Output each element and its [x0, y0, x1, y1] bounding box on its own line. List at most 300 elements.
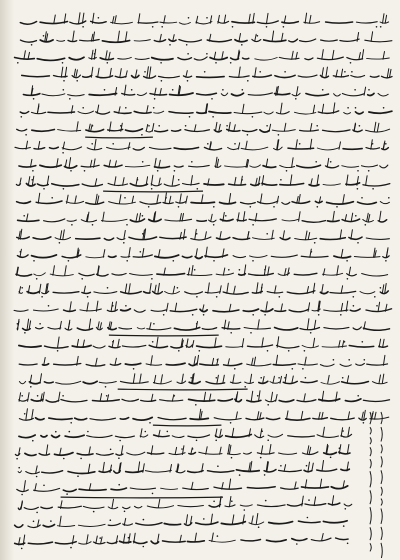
letter-ascender [371, 140, 373, 150]
word-stroke [220, 219, 233, 221]
letter-ascender [387, 69, 389, 78]
letter-ascender [366, 176, 368, 186]
letter-ascender [305, 357, 307, 365]
letter-ascender [258, 320, 260, 330]
word-stroke [342, 94, 364, 96]
letter-ascender [195, 229, 197, 239]
word-stroke [14, 310, 28, 311]
word-stroke [68, 95, 84, 96]
letter-dot [178, 179, 180, 181]
word-stroke [166, 363, 185, 365]
text-line [17, 479, 348, 495]
letter-dot [264, 474, 266, 476]
letter-dot [41, 296, 43, 298]
word-stroke [99, 470, 111, 472]
letter-ascender [164, 16, 166, 24]
word-stroke [89, 94, 116, 96]
word-stroke [279, 400, 294, 402]
word-stroke [340, 39, 359, 41]
letter-dot [125, 305, 127, 307]
word-stroke [161, 488, 178, 489]
letter-ascender [155, 285, 157, 293]
letter-dot [63, 458, 65, 460]
letter-ascender [28, 393, 30, 402]
letter-ascender [348, 427, 350, 436]
letter-dot [169, 44, 171, 46]
word-stroke [363, 328, 389, 330]
word-stroke [204, 184, 224, 185]
word-stroke [62, 147, 81, 150]
letter-ascender [133, 374, 135, 384]
letter-ascender [317, 175, 319, 185]
letter-ascender [314, 320, 316, 329]
word-stroke [154, 435, 170, 437]
letter-dot [252, 116, 254, 118]
word-stroke [321, 382, 340, 385]
letter-dot [196, 440, 198, 442]
margin-word-stroke [370, 507, 371, 524]
word-stroke [133, 417, 152, 420]
word-stroke [147, 328, 171, 330]
letter-dot [178, 206, 180, 208]
letter-ascender [182, 214, 184, 222]
letter-dot [62, 152, 64, 154]
letter-dot [347, 107, 349, 109]
word-stroke [133, 148, 144, 151]
word-stroke [120, 418, 128, 420]
letter-ascender [234, 177, 236, 185]
letter-dot [149, 422, 151, 424]
word-stroke [292, 539, 307, 541]
word-stroke [144, 292, 150, 293]
letter-ascender [169, 196, 171, 203]
letter-ascender [114, 177, 116, 186]
letter-dot [112, 143, 114, 145]
letter-ascender [304, 394, 306, 402]
word-stroke [146, 364, 162, 365]
letter-dot [264, 314, 266, 316]
word-stroke [248, 93, 272, 95]
letter-ascender [341, 303, 343, 311]
word-stroke [194, 57, 207, 60]
word-stroke [202, 328, 216, 330]
underline-stroke [103, 191, 203, 192]
letter-ascender [249, 14, 251, 23]
word-stroke [270, 382, 281, 384]
letter-dot [318, 314, 320, 316]
letter-ascender [320, 479, 322, 488]
letter-ascender [63, 230, 65, 239]
word-stroke [134, 310, 145, 312]
letter-ascender [115, 358, 117, 365]
letter-ascender [139, 213, 141, 221]
word-stroke [127, 452, 145, 455]
letter-ascender [172, 176, 174, 186]
letter-ascender [239, 34, 241, 42]
word-stroke [137, 328, 144, 329]
word-stroke [250, 255, 267, 257]
word-stroke [67, 220, 76, 221]
letter-ascender [132, 196, 134, 203]
letter-dot [280, 179, 282, 181]
letter-ascender [337, 266, 339, 276]
word-stroke [149, 147, 171, 149]
word-stroke [185, 130, 210, 132]
letter-dot [343, 525, 345, 527]
word-stroke [183, 488, 209, 490]
word-stroke [378, 93, 388, 96]
letter-dot [62, 395, 64, 397]
letter-ascender [219, 124, 221, 131]
word-stroke [80, 309, 102, 311]
word-stroke [347, 58, 363, 60]
letter-ascender [152, 124, 154, 132]
letter-dot [242, 89, 244, 91]
letter-dot [187, 80, 189, 82]
word-stroke [279, 453, 297, 454]
letter-ascender [40, 374, 42, 384]
letter-dot [24, 413, 26, 415]
letter-ascender [65, 160, 67, 167]
word-stroke [248, 345, 273, 347]
text-line [15, 533, 349, 549]
letter-ascender [175, 447, 177, 454]
letter-ascender [192, 341, 194, 348]
word-stroke [126, 129, 143, 131]
word-stroke [32, 255, 57, 258]
letter-dot [51, 197, 53, 199]
letter-ascender [252, 358, 254, 365]
word-stroke [334, 94, 341, 96]
word-stroke [81, 220, 96, 222]
word-stroke [289, 309, 309, 312]
word-stroke [281, 488, 299, 489]
letter-ascender [58, 337, 60, 347]
word-stroke [196, 522, 218, 524]
letter-dot [21, 116, 23, 118]
letter-ascender [227, 283, 229, 293]
letter-dot [141, 134, 143, 136]
word-stroke [149, 345, 167, 347]
letter-dot [215, 440, 217, 442]
letter-dot [151, 188, 153, 190]
word-stroke [343, 149, 362, 150]
letter-ascender [220, 447, 222, 454]
letter-dot [342, 430, 344, 432]
word-stroke [336, 538, 349, 540]
text-line [20, 13, 388, 28]
word-stroke [249, 273, 274, 275]
letter-ascender [46, 445, 48, 455]
letter-dot [344, 71, 346, 73]
text-line [19, 337, 388, 352]
letter-ascender [147, 106, 149, 114]
word-stroke [341, 434, 352, 437]
margin-word-stroke [381, 456, 382, 467]
word-stroke [209, 540, 235, 542]
margin-word-stroke [381, 470, 382, 484]
word-stroke [109, 346, 120, 348]
letter-ascender [255, 68, 257, 78]
word-stroke [36, 201, 62, 203]
letter-ascender [273, 376, 275, 383]
word-stroke [328, 503, 339, 505]
letter-ascender [252, 516, 254, 524]
word-stroke [130, 274, 153, 276]
word-stroke [232, 22, 254, 23]
letter-ascender [26, 409, 28, 420]
letter-dot [69, 98, 71, 100]
letter-ascender [161, 375, 163, 384]
letter-dot [365, 224, 367, 226]
letter-ascender [197, 355, 199, 365]
letter-ascender [204, 392, 206, 401]
word-stroke [169, 112, 193, 114]
word-stroke [351, 76, 365, 78]
word-stroke [118, 57, 132, 59]
letter-ascender [201, 195, 203, 204]
letter-ascender [154, 375, 156, 383]
word-stroke [320, 364, 334, 366]
letter-ascender [196, 249, 198, 257]
letter-dot [80, 458, 82, 460]
word-stroke [187, 541, 204, 542]
margin-word-stroke [381, 487, 382, 496]
word-stroke [146, 130, 153, 132]
word-stroke [276, 112, 289, 114]
letter-ascender [192, 266, 194, 276]
letter-ascender [284, 123, 286, 131]
letter-dot [143, 519, 145, 521]
word-stroke [140, 202, 161, 204]
word-stroke [237, 470, 260, 472]
letter-ascender [79, 13, 81, 23]
letter-ascender [215, 338, 217, 347]
letter-dot [192, 448, 194, 450]
letter-dot [124, 197, 126, 199]
letter-dot [165, 197, 167, 199]
letter-dot [112, 305, 114, 307]
letter-ascender [138, 14, 140, 23]
letter-ascender [100, 394, 102, 402]
letter-ascender [266, 302, 268, 312]
word-stroke [226, 435, 252, 438]
letter-dot [118, 484, 120, 486]
letter-ascender [319, 412, 321, 419]
letter-ascender [69, 158, 71, 168]
letter-ascender [390, 69, 392, 77]
letter-ascender [38, 141, 40, 149]
word-stroke [217, 237, 230, 239]
letter-ascender [151, 356, 153, 366]
letter-dot [59, 242, 61, 244]
word-stroke [362, 274, 388, 277]
word-stroke [317, 435, 338, 438]
word-stroke [109, 202, 136, 204]
letter-ascender [75, 196, 77, 203]
word-stroke [42, 94, 65, 96]
text-line [18, 496, 352, 514]
word-stroke [320, 238, 345, 240]
word-stroke [53, 292, 79, 293]
word-stroke [326, 22, 353, 23]
word-stroke [15, 525, 23, 528]
word-stroke [138, 22, 158, 23]
word-stroke [177, 381, 186, 383]
letter-dot [174, 395, 176, 397]
word-stroke [362, 165, 378, 167]
letter-dot [357, 395, 359, 397]
text-line [14, 301, 392, 316]
word-stroke [19, 435, 35, 438]
word-stroke [191, 237, 211, 240]
letter-dot [126, 260, 128, 262]
word-stroke [298, 75, 317, 77]
underline-stroke [153, 425, 222, 426]
letter-ascender [272, 230, 274, 239]
letter-dot [330, 457, 332, 459]
letter-ascender [159, 160, 161, 167]
word-stroke [272, 130, 295, 132]
word-stroke [213, 310, 239, 312]
word-stroke [121, 309, 131, 311]
word-stroke [255, 58, 277, 61]
word-stroke [323, 130, 351, 132]
letter-dot [311, 251, 313, 253]
underline-stroke [118, 389, 248, 390]
letter-dot [137, 179, 139, 181]
letter-ascender [24, 51, 26, 60]
word-stroke [96, 327, 102, 330]
letter-dot [120, 125, 122, 127]
word-stroke [109, 256, 117, 257]
letter-ascender [89, 319, 91, 329]
letter-ascender [125, 32, 127, 42]
letter-dot [257, 395, 259, 397]
letter-ascender [217, 375, 219, 383]
letter-ascender [142, 249, 144, 258]
letter-ascender [186, 71, 188, 78]
letter-dot [76, 80, 78, 82]
letter-dot [216, 296, 218, 298]
text-lines [14, 13, 392, 549]
letter-dot [57, 350, 59, 352]
letter-ascender [351, 213, 353, 221]
letter-dot [187, 53, 189, 55]
letter-ascender [38, 193, 40, 203]
letter-dot [140, 251, 142, 253]
letter-dot [234, 143, 236, 145]
letter-ascender [76, 70, 78, 77]
letter-dot [24, 332, 26, 334]
letter-ascender [36, 466, 38, 473]
letter-dot [196, 296, 198, 298]
letter-dot [196, 233, 198, 235]
word-stroke [86, 202, 104, 204]
letter-dot [267, 350, 269, 352]
word-stroke [280, 238, 290, 240]
word-stroke [366, 148, 380, 149]
letter-ascender [322, 534, 324, 541]
word-stroke [122, 345, 145, 347]
word-stroke [209, 112, 231, 114]
letter-ascender [217, 159, 219, 167]
letter-ascender [250, 374, 252, 383]
letter-ascender [150, 284, 152, 294]
letter-dot [153, 107, 155, 109]
word-stroke [277, 345, 299, 348]
letter-dot [199, 350, 201, 352]
letter-ascender [383, 355, 385, 365]
letter-ascender [215, 122, 217, 131]
word-stroke [164, 524, 180, 525]
word-stroke [188, 435, 210, 438]
letter-dot [339, 447, 341, 449]
word-stroke [115, 436, 134, 438]
letter-dot [203, 518, 205, 520]
word-stroke [93, 400, 120, 402]
letter-dot [355, 107, 357, 109]
word-stroke [189, 399, 215, 401]
letter-dot [98, 17, 100, 19]
letter-ascender [46, 34, 48, 42]
letter-dot [372, 143, 374, 145]
word-stroke [107, 310, 117, 312]
letter-ascender [103, 250, 105, 258]
letter-dot [295, 98, 297, 100]
letter-dot [213, 260, 215, 262]
letter-ascender [223, 375, 225, 383]
margin-word-stroke [370, 437, 371, 444]
letter-ascender [299, 212, 301, 222]
word-stroke [363, 400, 389, 402]
letter-ascender [313, 105, 315, 113]
letter-ascender [27, 319, 29, 329]
word-stroke [244, 452, 252, 454]
word-stroke [76, 238, 100, 239]
letter-ascender [246, 141, 248, 149]
word-stroke [83, 381, 97, 383]
letter-dot [30, 386, 32, 388]
margin-word-stroke [381, 412, 382, 424]
letter-dot [20, 251, 22, 253]
letter-dot [264, 269, 266, 271]
letter-dot [17, 62, 19, 64]
word-stroke [370, 76, 379, 77]
letter-ascender [129, 248, 131, 258]
letter-dot [119, 440, 121, 442]
letter-ascender [263, 377, 265, 384]
letter-ascender [157, 195, 159, 203]
letter-dot [284, 377, 286, 379]
word-stroke [292, 201, 310, 203]
word-stroke [96, 454, 113, 456]
word-stroke [305, 58, 313, 60]
word-stroke [288, 436, 315, 437]
letter-ascender [211, 514, 213, 524]
letter-ascender [89, 484, 91, 491]
word-stroke [104, 165, 122, 167]
margin-word-stroke [370, 490, 371, 504]
letter-ascender [103, 462, 105, 472]
word-stroke [323, 521, 347, 523]
word-stroke [79, 273, 94, 275]
letter-dot [211, 98, 213, 100]
word-stroke [321, 40, 338, 41]
margin-word-stroke [370, 447, 371, 456]
letter-dot [31, 179, 33, 181]
letter-ascender [112, 499, 114, 508]
